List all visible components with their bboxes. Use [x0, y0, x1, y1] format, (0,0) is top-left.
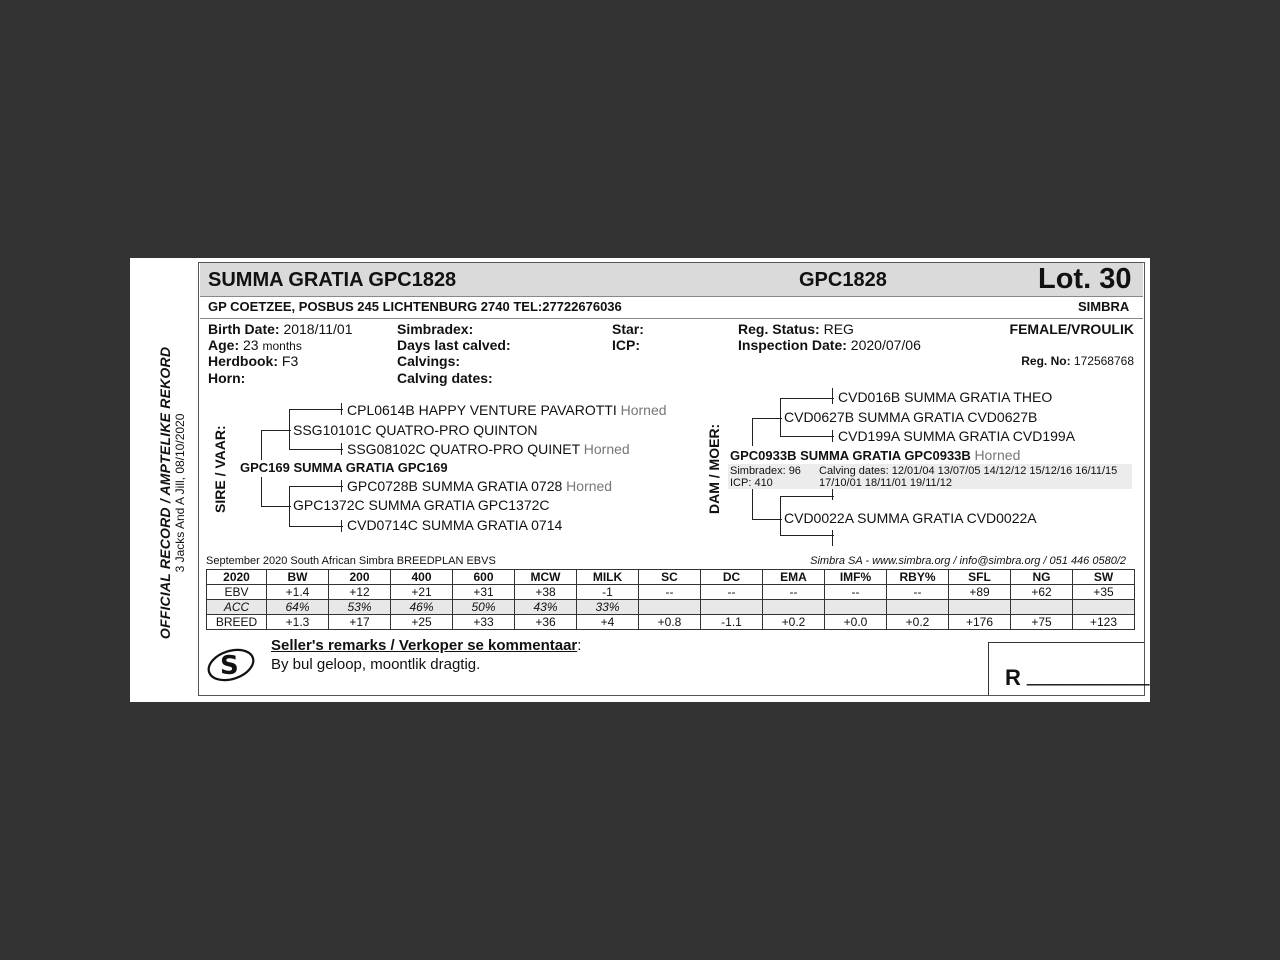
breed-cell: +25: [391, 615, 453, 630]
ebv-cell: +1.4: [267, 585, 329, 600]
pedigree-line: [261, 430, 291, 431]
dam-calving-dates-more: 17/10/01 18/11/01 19/11/12: [819, 477, 952, 489]
breed-cell: +33: [453, 615, 515, 630]
sire-sire-parent: SSG10101C QUATRO-PRO QUINTON: [293, 422, 538, 438]
reg-number: Reg. No: 172568768: [1021, 354, 1134, 368]
birth-date: Birth Date: 2018/11/01: [208, 321, 353, 337]
ebv-contact: Simbra SA - www.simbra.org / info@simbra.org / 051 446 0580/2: [810, 555, 1126, 567]
icp-label: ICP:: [612, 337, 640, 353]
pedigree-line: [341, 443, 342, 455]
acc-cell: 33%: [577, 600, 639, 615]
breed-cell: +0.2: [887, 615, 949, 630]
dam-sire: CVD0627B SUMMA GRATIA CVD0627B: [784, 409, 1038, 425]
acc-cell: [949, 600, 1011, 615]
pedigree-line: [261, 430, 262, 460]
dam-icp: ICP: 410: [730, 477, 773, 489]
animal-code: GPC1828: [799, 269, 887, 291]
pedigree-line: [752, 418, 753, 446]
ebv-row: [207, 585, 1135, 600]
ebv-header-cell: DC: [701, 570, 763, 585]
pedigree-line: [780, 535, 834, 536]
acc-cell: [1011, 600, 1073, 615]
acc-row: [207, 600, 1135, 615]
ebv-header-cell: SFL: [949, 570, 1011, 585]
ebv-header-cell: SW: [1073, 570, 1135, 585]
pedigree-line: [341, 480, 342, 492]
dam-calving-dates: Calving dates: 12/01/04 13/07/05 14/12/12 15/12/16 16/11/15: [819, 465, 1118, 477]
ebv-header-cell: MILK: [577, 570, 639, 585]
breed-label: SIMBRA: [1078, 299, 1130, 314]
dam-dam: CVD0022A SUMMA GRATIA CVD0022A: [784, 510, 1037, 526]
acc-cell: 43%: [515, 600, 577, 615]
owner-line: GP COETZEE, POSBUS 245 LICHTENBURG 2740 TEL:27722676036: [208, 299, 622, 314]
pedigree-line: [341, 403, 342, 415]
remarks-text: By bul geloop, moontlik dragtig.: [271, 656, 481, 673]
animal-name: SUMMA GRATIA GPC1828: [208, 269, 457, 291]
acc-cell: [701, 600, 763, 615]
sex-label: FEMALE/VROULIK: [1009, 321, 1134, 337]
pedigree-line: [261, 477, 262, 507]
reg-status: Reg. Status: REG: [738, 321, 854, 337]
sire-label: SIRE / VAAR:: [212, 425, 228, 513]
pedigree-line: [780, 398, 781, 437]
pedigree-line: [341, 520, 342, 532]
official-record-label: OFFICIAL RECORD / AMPTELIKE REKORD: [157, 346, 173, 640]
pedigree-line: [780, 496, 834, 497]
dam-name: GPC0933B SUMMA GRATIA GPC0933B Horned: [730, 447, 1021, 463]
age: Age: 23 months: [208, 337, 302, 353]
lot-card: [130, 258, 1150, 702]
ebv-header-cell: IMF%: [825, 570, 887, 585]
pedigree-line: [780, 496, 781, 536]
pedigree-line: [780, 436, 834, 437]
acc-cell: [825, 600, 887, 615]
dam-dam-of-sire: CVD0714C SUMMA GRATIA 0714: [347, 517, 563, 533]
ebv-cell: +38: [515, 585, 577, 600]
breed-cell: -1.1: [701, 615, 763, 630]
ebv-table: [206, 569, 1135, 630]
breed-cell: +75: [1011, 615, 1073, 630]
acc-cell: ACC: [207, 600, 267, 615]
sire-dam: SSG08102C QUATRO-PRO QUINET Horned: [347, 441, 630, 457]
dam-sire-sire: CVD016B SUMMA GRATIA THEO: [838, 389, 1053, 405]
breed-cell: +1.3: [267, 615, 329, 630]
simbradex-label: Simbradex:: [397, 321, 474, 337]
ebv-cell: +62: [1011, 585, 1073, 600]
calvings-label: Calvings:: [397, 353, 461, 369]
acc-cell: 53%: [329, 600, 391, 615]
pedigree-line: [289, 449, 343, 450]
breed-cell: +17: [329, 615, 391, 630]
lot-number: Lot. 30: [1038, 263, 1132, 295]
official-record-stamp: [157, 293, 187, 693]
sire-dam-parent: GPC1372C SUMMA GRATIA GPC1372C: [293, 497, 550, 513]
title-bar: [200, 263, 1143, 297]
ebv-header-cell: EMA: [763, 570, 825, 585]
pedigree-line: [832, 488, 833, 500]
ebv-header-cell: 2020: [207, 570, 267, 585]
calving-dates-label: Calving dates:: [397, 370, 493, 386]
svg-text:S: S: [220, 651, 239, 681]
pedigree-line: [289, 486, 290, 527]
dam-sire-dam: CVD199A SUMMA GRATIA CVD199A: [838, 428, 1076, 444]
price-currency: R: [1005, 665, 1021, 690]
ebv-header-cell: MCW: [515, 570, 577, 585]
pedigree-line: [752, 488, 753, 520]
acc-cell: 46%: [391, 600, 453, 615]
pedigree-line: [289, 526, 343, 527]
ebv-cell: --: [763, 585, 825, 600]
ebv-cell: --: [639, 585, 701, 600]
pedigree-line: [832, 388, 833, 404]
ebv-header-cell: NG: [1011, 570, 1073, 585]
ebv-cell: +89: [949, 585, 1011, 600]
ebv-header-cell: 600: [453, 570, 515, 585]
ebv-cell: --: [701, 585, 763, 600]
ebv-header-cell: BW: [267, 570, 329, 585]
acc-cell: 64%: [267, 600, 329, 615]
breed-cell: +123: [1073, 615, 1135, 630]
pedigree-line: [752, 519, 782, 520]
record-source: 3 Jacks And A Jill, 08/10/2020: [173, 413, 187, 573]
breed-cell: +0.2: [763, 615, 825, 630]
ebv-cell: +12: [329, 585, 391, 600]
pedigree-line: [289, 409, 343, 410]
breed-cell: +0.8: [639, 615, 701, 630]
dam-sire-of-sire: GPC0728B SUMMA GRATIA 0728 Horned: [347, 478, 613, 494]
pedigree-line: [752, 418, 782, 419]
sire-name: GPC169 SUMMA GRATIA GPC169: [240, 460, 448, 475]
dam-label: DAM / MOER:: [706, 423, 722, 514]
acc-cell: [763, 600, 825, 615]
ebv-cell: -1: [577, 585, 639, 600]
ebv-cell: --: [825, 585, 887, 600]
breed-cell: +0.0: [825, 615, 887, 630]
ebv-header-cell: 200: [329, 570, 391, 585]
acc-cell: 50%: [453, 600, 515, 615]
ebv-header-cell: 400: [391, 570, 453, 585]
breed-cell: +4: [577, 615, 639, 630]
pedigree-line: [289, 486, 343, 487]
price-blank: __________: [1027, 661, 1150, 686]
ebv-title: September 2020 South African Simbra BREEDPLAN EBVS: [206, 555, 496, 567]
breed-cell: +176: [949, 615, 1011, 630]
breed-row: [207, 615, 1135, 630]
pedigree-line: [832, 430, 833, 442]
ebv-cell: EBV: [207, 585, 267, 600]
pedigree-line: [261, 506, 291, 507]
ebv-header-cell: RBY%: [887, 570, 949, 585]
acc-cell: [639, 600, 701, 615]
horn-label: Horn:: [208, 370, 246, 386]
simbra-logo-icon: [206, 644, 258, 684]
pedigree-line: [832, 530, 833, 546]
breed-cell: BREED: [207, 615, 267, 630]
sire-sire: CPL0614B HAPPY VENTURE PAVAROTTI Horned: [347, 402, 667, 418]
remarks-heading: Seller's remarks / Verkoper se kommentaar:: [271, 637, 582, 654]
inspection-date: Inspection Date: 2020/07/06: [738, 337, 921, 353]
days-last-calved-label: Days last calved:: [397, 337, 511, 353]
owner-bar: [200, 297, 1143, 319]
price-box: [988, 642, 1150, 695]
pedigree-line: [289, 409, 290, 450]
ebv-header-row: [207, 570, 1135, 585]
acc-cell: [887, 600, 949, 615]
acc-cell: [1073, 600, 1135, 615]
ebv-cell: +35: [1073, 585, 1135, 600]
ebv-cell: --: [887, 585, 949, 600]
ebv-cell: +31: [453, 585, 515, 600]
ebv-cell: +21: [391, 585, 453, 600]
dam-calving-panel: [728, 464, 1132, 489]
pedigree-line: [780, 398, 834, 399]
herdbook: Herdbook: F3: [208, 353, 299, 369]
star-label: Star:: [612, 321, 644, 337]
breed-cell: +36: [515, 615, 577, 630]
ebv-header-cell: SC: [639, 570, 701, 585]
dam-simbradex: Simbradex: 96: [730, 465, 801, 477]
